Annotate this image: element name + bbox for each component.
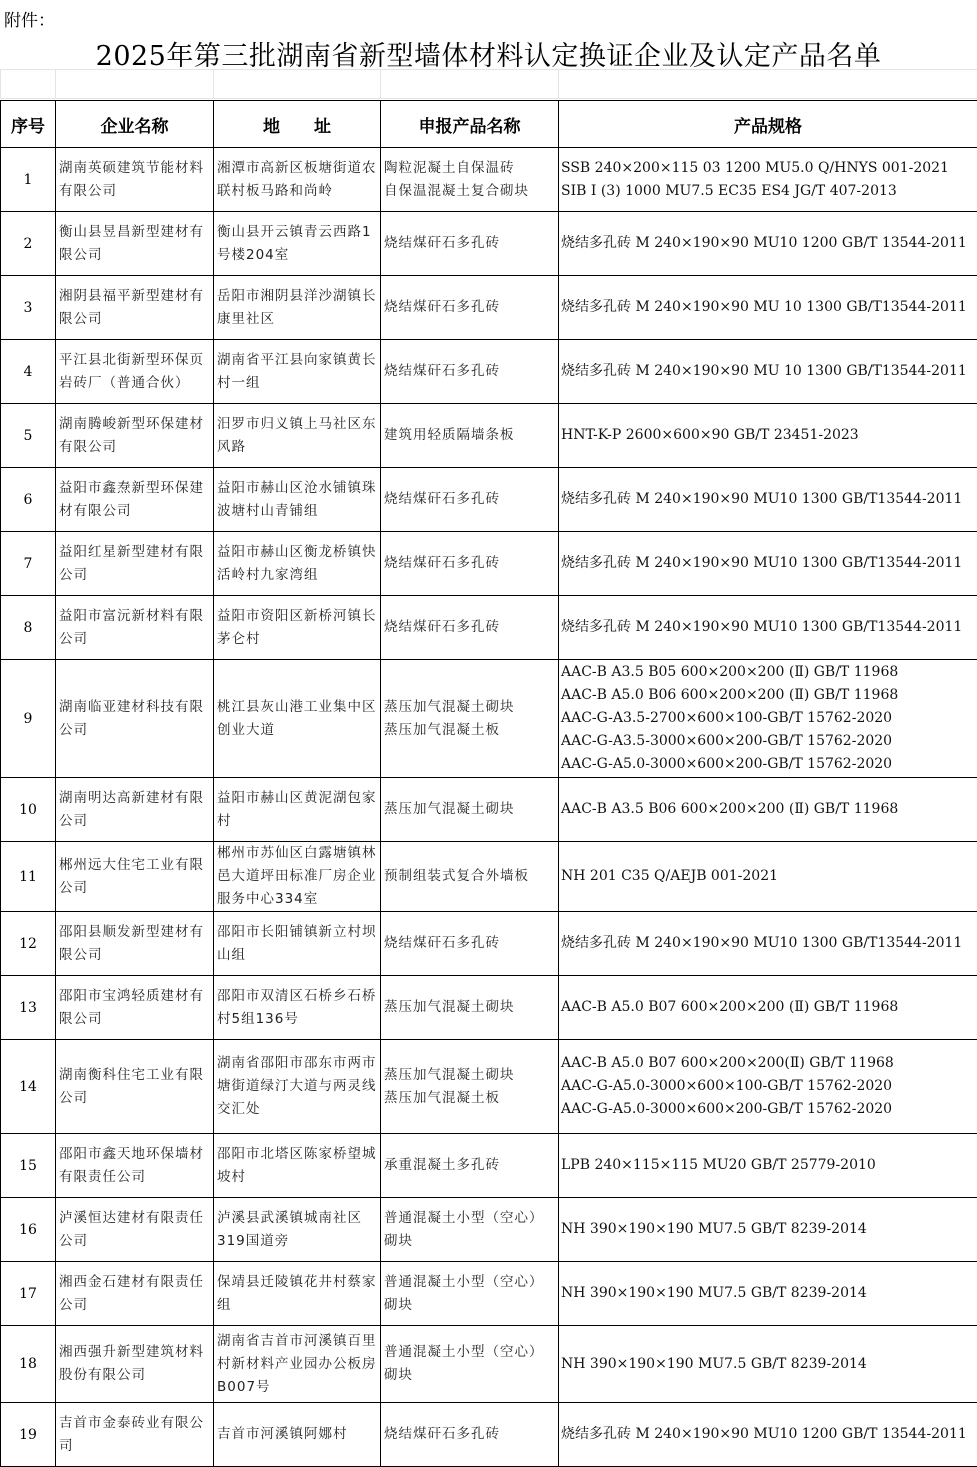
address: 吉首市河溪镇阿娜村	[217, 1423, 377, 1446]
address-cell	[214, 976, 381, 1040]
address-cell	[214, 468, 381, 532]
company-name-cell	[56, 1198, 214, 1262]
company-name-cell	[56, 532, 214, 596]
table-row	[1, 596, 977, 660]
company-name: 湘阴县福平新型建材有限公司	[59, 285, 210, 331]
product-spec: AAC-G-A5.0-3000×600×200-GB/T 15762-2020	[561, 1098, 975, 1121]
product-spec-cell	[559, 976, 977, 1040]
company-name: 郴州远大住宅工业有限公司	[59, 854, 210, 900]
product-name: 烧结煤矸石多孔砖	[384, 616, 555, 639]
table-row	[1, 276, 977, 340]
product-spec: AAC-B A5.0 B06 600×200×200 (Ⅱ) GB/T 11968	[561, 684, 975, 707]
product-name: 自保温混凝土复合砌块	[384, 180, 555, 203]
row-number: 17	[1, 1262, 56, 1326]
product-spec: 烧结多孔砖 M 240×190×90 MU10 1300 GB/T13544-2011	[561, 488, 975, 511]
address: 湖南省邵阳市邵东市两市塘街道绿汀大道与两灵线交汇处	[217, 1052, 377, 1121]
row-number: 18	[1, 1326, 56, 1403]
product-spec-cell	[559, 340, 977, 404]
address: 衡山县开云镇青云西路1号楼204室	[217, 221, 377, 267]
product-spec-cell	[559, 404, 977, 468]
address-cell	[214, 340, 381, 404]
product-spec: 烧结多孔砖 M 240×190×90 MU 10 1300 GB/T13544-2011	[561, 296, 975, 319]
product-name: 蒸压加气混凝土板	[384, 719, 555, 742]
company-name-cell	[56, 340, 214, 404]
page-title: 2025年第三批湖南省新型墙体材料认定换证企业及认定产品名单	[0, 34, 977, 73]
product-spec: NH 390×190×190 MU7.5 GB/T 8239-2014	[561, 1218, 975, 1241]
company-name: 湖南明达高新建材有限公司	[59, 787, 210, 833]
product-spec-cell	[559, 660, 977, 778]
company-name: 湘西强升新型建筑材料股份有限公司	[59, 1341, 210, 1387]
company-name: 益阳市富沅新材料有限公司	[59, 605, 210, 651]
product-name-cell	[381, 1040, 559, 1134]
row-number: 16	[1, 1198, 56, 1262]
product-name: 蒸压加气混凝土砌块	[384, 696, 555, 719]
product-spec: AAC-B A3.5 B05 600×200×200 (Ⅱ) GB/T 11968	[561, 661, 975, 684]
product-spec-cell	[559, 1134, 977, 1198]
table-row	[1, 340, 977, 404]
product-name-cell	[381, 404, 559, 468]
address-cell	[214, 1326, 381, 1403]
product-name-cell	[381, 912, 559, 976]
header-no: 序号	[1, 101, 56, 148]
company-name: 湖南衡科住宅工业有限公司	[59, 1064, 210, 1110]
table-row	[1, 1326, 977, 1403]
product-name-cell	[381, 1403, 559, 1467]
address: 益阳市资阳区新桥河镇长茅仑村	[217, 605, 377, 651]
row-number: 15	[1, 1134, 56, 1198]
company-name-cell	[56, 276, 214, 340]
table-body	[1, 148, 977, 1467]
address: 湖南省平江县向家镇黄长村一组	[217, 349, 377, 395]
product-name-cell	[381, 276, 559, 340]
product-spec-cell	[559, 212, 977, 276]
address: 邵阳市双清区石桥乡石桥村5组136号	[217, 985, 377, 1031]
address: 邵阳市北塔区陈家桥望城坡村	[217, 1143, 377, 1189]
company-name: 平江县北街新型环保页岩砖厂（普通合伙）	[59, 349, 210, 395]
product-spec: AAC-B A3.5 B06 600×200×200 (Ⅱ) GB/T 11968	[561, 798, 975, 821]
product-spec-cell	[559, 912, 977, 976]
address-cell	[214, 212, 381, 276]
address: 桃江县灰山港工业集中区创业大道	[217, 696, 377, 742]
address-cell	[214, 1040, 381, 1134]
address-cell	[214, 778, 381, 842]
company-name-cell	[56, 1262, 214, 1326]
company-name-cell	[56, 912, 214, 976]
address-cell	[214, 1403, 381, 1467]
product-name-cell	[381, 1326, 559, 1403]
table-row	[1, 1134, 977, 1198]
product-name: 蒸压加气混凝土砌块	[384, 1064, 555, 1087]
product-spec: AAC-G-A5.0-3000×600×200-GB/T 15762-2020	[561, 753, 975, 776]
row-number: 6	[1, 468, 56, 532]
product-name-cell	[381, 532, 559, 596]
product-spec: SIB I (3) 1000 MU7.5 EC35 ES4 JG/T 407-2013	[561, 180, 975, 203]
product-name: 烧结煤矸石多孔砖	[384, 1423, 555, 1446]
product-name-cell	[381, 596, 559, 660]
table-row	[1, 976, 977, 1040]
table-row	[1, 404, 977, 468]
company-name-cell	[56, 1403, 214, 1467]
row-number: 13	[1, 976, 56, 1040]
product-name-cell	[381, 842, 559, 912]
table-row	[1, 1198, 977, 1262]
address-cell	[214, 276, 381, 340]
address-cell	[214, 148, 381, 212]
address-cell	[214, 1134, 381, 1198]
company-name: 湖南临亚建材科技有限公司	[59, 696, 210, 742]
address-cell	[214, 842, 381, 912]
header-product: 申报产品名称	[381, 101, 559, 148]
company-name: 泸溪恒达建材有限责任公司	[59, 1207, 210, 1253]
table-row	[1, 1040, 977, 1134]
company-name-cell	[56, 1134, 214, 1198]
product-spec-cell	[559, 1262, 977, 1326]
product-spec: 烧结多孔砖 M 240×190×90 MU10 1300 GB/T13544-2011	[561, 616, 975, 639]
table-row	[1, 1403, 977, 1467]
table-row	[1, 212, 977, 276]
product-name: 烧结煤矸石多孔砖	[384, 296, 555, 319]
row-number: 1	[1, 148, 56, 212]
product-spec: AAC-B A5.0 B07 600×200×200(Ⅱ) GB/T 11968	[561, 1052, 975, 1075]
product-spec: NH 390×190×190 MU7.5 GB/T 8239-2014	[561, 1282, 975, 1305]
company-name: 湘西金石建材有限责任公司	[59, 1271, 210, 1317]
company-name-cell	[56, 148, 214, 212]
table-row	[1, 148, 977, 212]
header-company: 企业名称	[56, 101, 214, 148]
address-cell	[214, 532, 381, 596]
row-number: 4	[1, 340, 56, 404]
row-number: 9	[1, 660, 56, 778]
product-name-cell	[381, 778, 559, 842]
address: 湘潭市高新区板塘街道农联村板马路和尚岭	[217, 157, 377, 203]
product-name: 蒸压加气混凝土砌块	[384, 798, 555, 821]
product-spec: 烧结多孔砖 M 240×190×90 MU10 1300 GB/T13544-2011	[561, 552, 975, 575]
address: 益阳市赫山区沧水铺镇珠波塘村山青铺组	[217, 477, 377, 523]
product-name: 承重混凝土多孔砖	[384, 1154, 555, 1177]
company-name-cell	[56, 596, 214, 660]
company-name: 邵阳县顺发新型建材有限公司	[59, 921, 210, 967]
product-spec: 烧结多孔砖 M 240×190×90 MU10 1300 GB/T13544-2011	[561, 932, 975, 955]
address: 益阳市赫山区黄泥湖包家村	[217, 787, 377, 833]
company-name: 邵阳市宝鸿轻质建材有限公司	[59, 985, 210, 1031]
address-cell	[214, 660, 381, 778]
annex-label: 附件：	[4, 6, 55, 31]
product-spec: HNT-K-P 2600×600×90 GB/T 23451-2023	[561, 424, 975, 447]
company-name-cell	[56, 404, 214, 468]
product-name: 烧结煤矸石多孔砖	[384, 552, 555, 575]
company-name-cell	[56, 1040, 214, 1134]
product-name-cell	[381, 1134, 559, 1198]
enterprise-table	[0, 100, 977, 1467]
product-spec: 烧结多孔砖 M 240×190×90 MU 10 1300 GB/T13544-2011	[561, 360, 975, 383]
company-name: 湖南英硕建筑节能材料有限公司	[59, 157, 210, 203]
company-name: 益阳红星新型建材有限公司	[59, 541, 210, 587]
address: 邵阳市长阳铺镇新立村坝山组	[217, 921, 377, 967]
table-row	[1, 912, 977, 976]
product-name: 普通混凝土小型（空心）砌块	[384, 1341, 555, 1387]
product-spec-cell	[559, 842, 977, 912]
address: 岳阳市湘阴县洋沙湖镇长康里社区	[217, 285, 377, 331]
row-number: 10	[1, 778, 56, 842]
product-name: 烧结煤矸石多孔砖	[384, 488, 555, 511]
company-name: 湖南腾峻新型环保建材有限公司	[59, 413, 210, 459]
product-name-cell	[381, 340, 559, 404]
row-number: 5	[1, 404, 56, 468]
company-name-cell	[56, 212, 214, 276]
table-row	[1, 468, 977, 532]
header-spec: 产品规格	[559, 101, 977, 148]
product-spec-cell	[559, 148, 977, 212]
row-number: 11	[1, 842, 56, 912]
product-name: 普通混凝土小型（空心）砌块	[384, 1207, 555, 1253]
row-number: 8	[1, 596, 56, 660]
row-number: 3	[1, 276, 56, 340]
product-name: 陶粒泥凝土自保温砖	[384, 157, 555, 180]
product-spec-cell	[559, 468, 977, 532]
product-name: 预制组装式复合外墙板	[384, 865, 555, 888]
product-spec: NH 390×190×190 MU7.5 GB/T 8239-2014	[561, 1353, 975, 1376]
table-row	[1, 778, 977, 842]
product-spec-cell	[559, 596, 977, 660]
product-name-cell	[381, 976, 559, 1040]
product-name-cell	[381, 1198, 559, 1262]
product-name: 烧结煤矸石多孔砖	[384, 932, 555, 955]
product-spec: AAC-B A5.0 B07 600×200×200 (Ⅱ) GB/T 11968	[561, 996, 975, 1019]
product-spec-cell	[559, 1403, 977, 1467]
product-spec: AAC-G-A3.5-2700×600×100-GB/T 15762-2020	[561, 707, 975, 730]
product-spec: AAC-G-A3.5-3000×600×200-GB/T 15762-2020	[561, 730, 975, 753]
product-spec-cell	[559, 1198, 977, 1262]
product-name: 烧结煤矸石多孔砖	[384, 232, 555, 255]
product-name-cell	[381, 468, 559, 532]
company-name-cell	[56, 1326, 214, 1403]
company-name-cell	[56, 468, 214, 532]
product-name: 蒸压加气混凝土砌块	[384, 996, 555, 1019]
company-name-cell	[56, 660, 214, 778]
header-address: 地 址	[214, 101, 381, 148]
address: 保靖县迁陵镇花井村蔡家组	[217, 1271, 377, 1317]
table-row	[1, 842, 977, 912]
row-number: 12	[1, 912, 56, 976]
address-cell	[214, 912, 381, 976]
product-spec: SSB 240×200×115 03 1200 MU5.0 Q/HNYS 001-2021	[561, 157, 975, 180]
address-cell	[214, 404, 381, 468]
product-name-cell	[381, 148, 559, 212]
address-cell	[214, 1198, 381, 1262]
product-name: 烧结煤矸石多孔砖	[384, 360, 555, 383]
table-header-row	[1, 101, 977, 148]
product-name: 建筑用轻质隔墙条板	[384, 424, 555, 447]
product-name-cell	[381, 212, 559, 276]
address-cell	[214, 1262, 381, 1326]
product-spec: LPB 240×115×115 MU20 GB/T 25779-2010	[561, 1154, 975, 1177]
product-spec-cell	[559, 1040, 977, 1134]
product-spec: AAC-G-A5.0-3000×600×100-GB/T 15762-2020	[561, 1075, 975, 1098]
row-number: 7	[1, 532, 56, 596]
product-name-cell	[381, 1262, 559, 1326]
product-spec-cell	[559, 276, 977, 340]
company-name: 邵阳市鑫天地环保墙材有限责任公司	[59, 1143, 210, 1189]
row-number: 19	[1, 1403, 56, 1467]
address: 益阳市赫山区衡龙桥镇快活岭村九家湾组	[217, 541, 377, 587]
product-name-cell	[381, 660, 559, 778]
product-spec-cell	[559, 778, 977, 842]
address-cell	[214, 596, 381, 660]
company-name: 益阳市鑫焘新型环保建材有限公司	[59, 477, 210, 523]
product-spec-cell	[559, 1326, 977, 1403]
company-name-cell	[56, 842, 214, 912]
address: 汨罗市归义镇上马社区东风路	[217, 413, 377, 459]
row-number: 14	[1, 1040, 56, 1134]
table-row	[1, 660, 977, 778]
product-spec: NH 201 C35 Q/AEJB 001-2021	[561, 865, 975, 888]
product-spec: 烧结多孔砖 M 240×190×90 MU10 1200 GB/T 13544-2011	[561, 232, 975, 255]
address: 郴州市苏仙区白露塘镇林邑大道坪田标准厂房企业服务中心334室	[217, 842, 377, 911]
product-spec-cell	[559, 532, 977, 596]
row-number: 2	[1, 212, 56, 276]
table-row	[1, 1262, 977, 1326]
company-name: 吉首市金泰砖业有限公司	[59, 1412, 210, 1458]
table-row	[1, 532, 977, 596]
product-name: 普通混凝土小型（空心）砌块	[384, 1271, 555, 1317]
product-spec: 烧结多孔砖 M 240×190×90 MU10 1200 GB/T 13544-2011	[561, 1423, 975, 1446]
address: 湖南省吉首市河溪镇百里村新材料产业园办公板房B007号	[217, 1330, 377, 1399]
blank-spacer-row	[0, 69, 977, 99]
company-name-cell	[56, 976, 214, 1040]
product-name: 蒸压加气混凝土板	[384, 1087, 555, 1110]
address: 泸溪县武溪镇城南社区319国道旁	[217, 1207, 377, 1253]
company-name: 衡山县昱昌新型建材有限公司	[59, 221, 210, 267]
company-name-cell	[56, 778, 214, 842]
